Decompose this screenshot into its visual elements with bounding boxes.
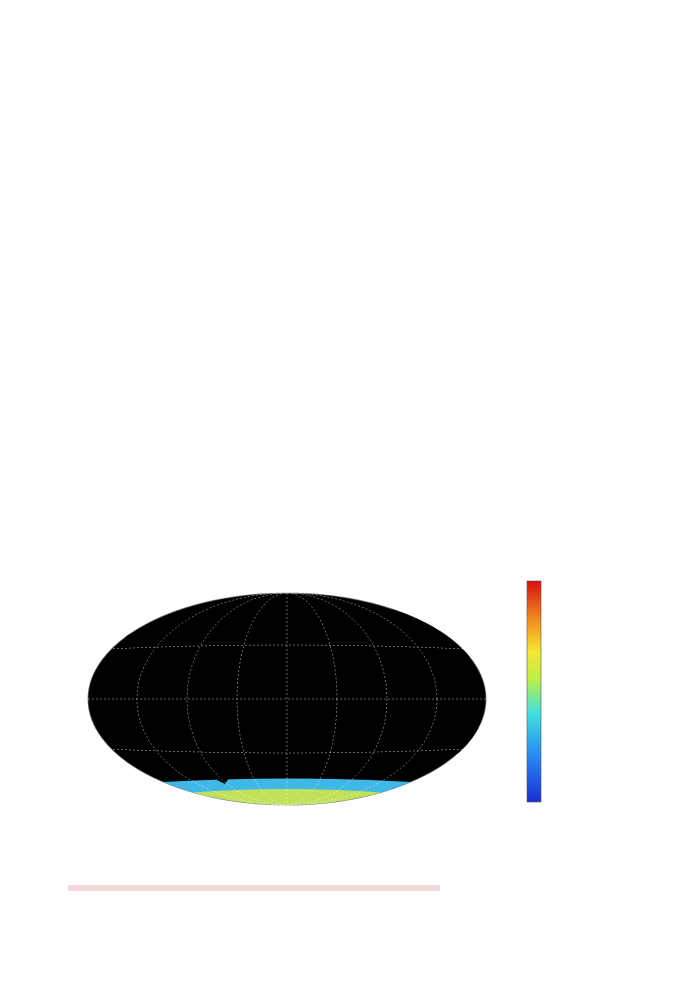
moho-map-figure xyxy=(65,566,555,821)
footer-rule xyxy=(68,885,440,891)
colorbar xyxy=(527,581,541,802)
moho-map xyxy=(65,566,555,821)
